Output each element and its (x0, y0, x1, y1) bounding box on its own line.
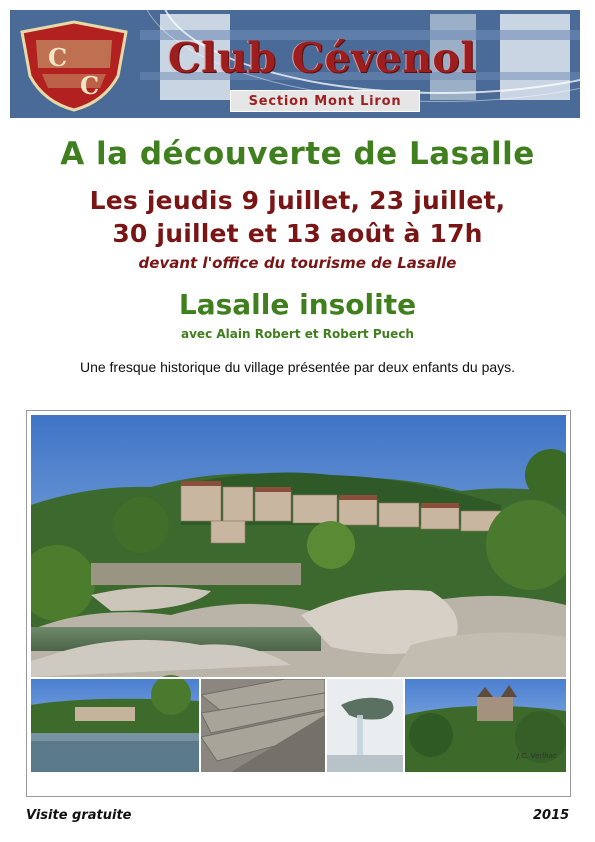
club-name: Club Cévenol (168, 34, 477, 82)
free-visit-note: Visite gratuite (26, 808, 132, 823)
photo-collage (26, 410, 571, 797)
event-description: Une fresque historique du village présentée par deux enfants du pays. (79, 359, 516, 375)
year-label: 2015 (533, 808, 570, 823)
club-logo-icon (14, 14, 134, 114)
guides-line: avec Alain Robert et Robert Puech (181, 327, 414, 341)
poster-title: A la découverte de Lasalle (60, 136, 535, 172)
event-name: Lasalle insolite (178, 288, 417, 321)
section-label: Section Mont Liron (230, 90, 420, 112)
logo-letter-right: C (80, 71, 100, 100)
dates-line-1: Les jeudis 9 juillet, 23 juillet, (89, 186, 506, 215)
logo-letter-left: C (48, 43, 68, 72)
photo-credit: J.C. Verlhac (517, 752, 557, 760)
photo-collage-image (31, 415, 566, 772)
dates-line-2: 30 juillet et 13 août à 17h (112, 219, 483, 248)
meeting-point: devant l'office du tourisme de Lasalle (138, 254, 457, 272)
club-banner (10, 10, 580, 118)
